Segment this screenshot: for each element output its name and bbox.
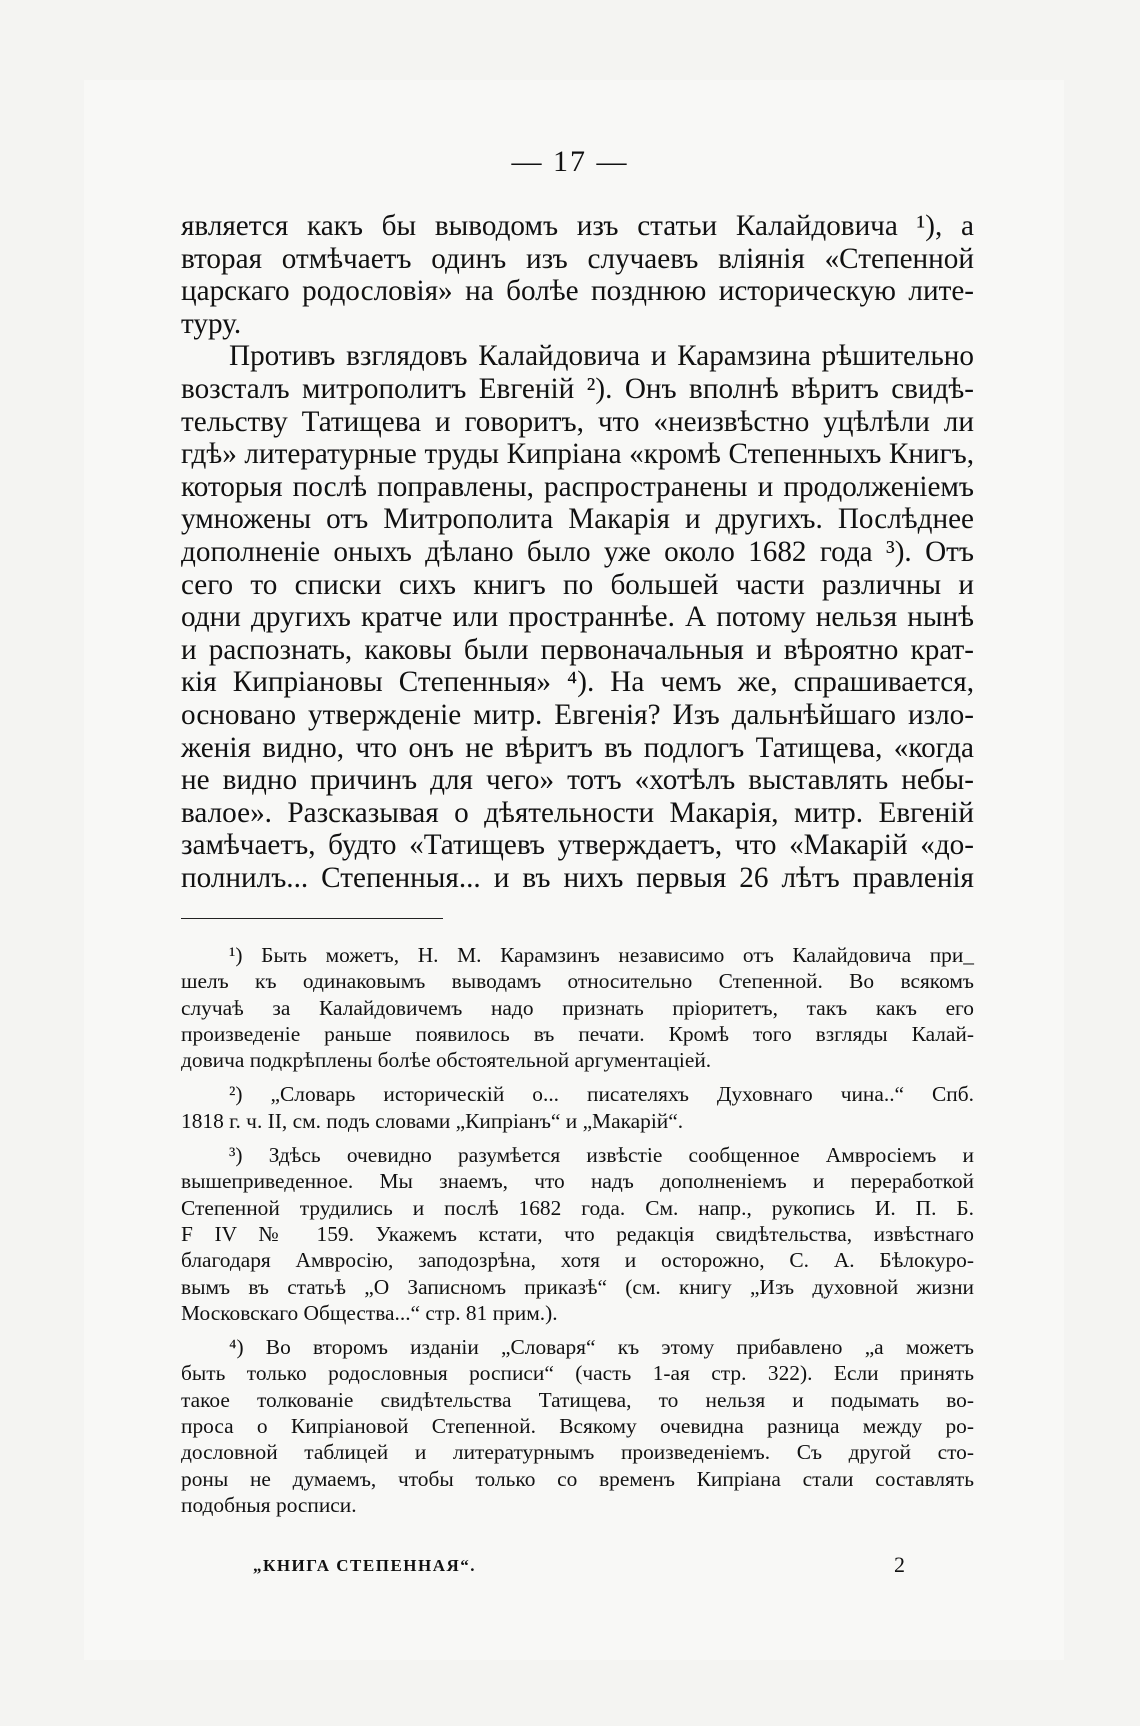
text-line: кія Кипріановы Степенныя» ⁴). На чемъ же, спрашивается, [181,666,974,699]
main-text [181,210,974,894]
footnote-1 [181,942,974,1073]
footnote-line: 1818 г. ч. II, см. подъ словами „Кипріанъ“ и „Макарій“. [181,1108,684,1133]
footnote-line: роны не думаемъ, чтобы только со временъ Кипріана стали составлять [181,1466,974,1491]
text-line: возсталъ митрополитъ Евгеній ²). Онъ вполнѣ вѣритъ свидѣ- [181,372,974,405]
footnote-3 [181,1142,974,1326]
text-line: валое». Разсказывая о дѣятельности Макарія, митр. Евгеній [181,796,974,829]
page-number: — 17 — [511,145,629,178]
text-line: умножены отъ Митрополита Макарія и другихъ. Послѣднее [181,503,974,536]
text-line: является какъ бы выводомъ изъ статьи Калайдовича ¹), а [181,210,974,242]
footnote-line: произведеніе раньше появилось въ печати. Кромѣ того взгляды Калай- [181,1021,974,1046]
text-line: гдѣ» литературные труды Кипріана «кромѣ Степенныхъ Книгъ, [181,438,974,471]
text-line: замѣчаетъ, будто «Татищевъ утверждаетъ, что «Макарій «до- [181,829,974,862]
footnote-line: вымъ въ статьѣ „О Записномъ приказѣ“ (см. книгу „Изъ духовной жизни [181,1274,974,1299]
footnote-line: ⁴) Во второмъ изданіи „Словаря“ къ этому прибавлено „а можетъ [229,1335,974,1360]
footnote-line: дословной таблицей и литературнымъ произведеніемъ. Съ другой сто- [181,1440,974,1465]
footnotes [181,942,974,1518]
footnote-line: ³) Здѣсь очевидно разумѣется извѣстіе сообщенное Амвросіемъ и [229,1143,974,1168]
footnote-line: случаѣ за Калайдовичемъ надо признать пріоритетъ, такъ какъ его [181,995,974,1020]
text-line: одни другихъ кратче или пространнѣе. А потому нельзя нынѣ [181,601,974,634]
footnote-divider [181,918,443,919]
footnote-line: вышеприведенное. Мы знаемъ, что надъ дополненіемъ и переработкой [181,1169,974,1194]
text-line: сего то списки сихъ книгъ по большей части различны и [181,568,974,601]
footnote-line: быть только родословныя росписи“ (часть 1-ая стр. 322). Если принять [181,1361,974,1386]
text-line: женія видно, что онъ не вѣритъ въ подлогъ Татищева, «когда [181,731,974,764]
footnote-line: проса о Кипріановой Степенной. Всякому очевидна разница между ро- [181,1414,974,1439]
text-line: тельству Татищева и говоритъ, что «неизвѣстно уцѣлѣли ли [181,405,974,438]
footnote-line: такое толкованіе свидѣтельства Татищева, то нельзя и подымать во- [181,1387,974,1412]
footnote-2 [181,1081,974,1134]
signature-mark: „КНИГА СТЕПЕННАЯ“. [253,1556,477,1575]
sheet-number: 2 [894,1552,905,1577]
text-line: не видно причинъ для чего» тотъ «хотѣлъ выставлять небы- [181,764,974,797]
text-line: и распознать, каковы были первоначальныя и вѣроятно крат- [181,633,974,666]
footnote-4 [181,1334,974,1518]
footnote-line: F IV № 159. Укажемъ кстати, что редакція свидѣтельства, извѣстнаго [181,1221,974,1246]
footnote-line: Московскаго Общества...“ стр. 81 прим.). [181,1300,558,1325]
footnote-line: шелъ къ одинаковымъ выводамъ относительно Степенной. Во всякомъ [181,969,974,994]
footnote-line: подобныя росписи. [181,1492,357,1517]
text-line: туру. [181,307,242,340]
text-line: полнилъ... Степенныя... и въ нихъ первыя 26 лѣтъ правленія [181,861,974,894]
footnote-line: ¹) Быть можетъ, Н. М. Карамзинъ независимо отъ Калайдовича при_ [229,943,974,967]
footnote-line: ²) „Словарь историческій о... писателяхъ Духовнаго чина..“ Спб. [229,1082,974,1107]
text-line: вторая отмѣчаетъ одинъ изъ случаевъ вліянія «Степенной [181,242,974,275]
text-line: Противъ взглядовъ Калайдовича и Карамзина рѣшительно [229,340,974,373]
footnote-line: довича подкрѣплены болѣе обстоятельной аргументаціей. [181,1048,712,1073]
text-line: которыя послѣ поправлены, распространены и продолженіемъ [181,470,974,503]
text-line: царскаго родословія» на болѣе позднюю историческую лите- [181,275,974,308]
text-line: основано утвержденіе митр. Евгенія? Изъ дальнѣйшаго изло- [181,698,974,731]
footnote-line: благодаря Амвросію, заподозрѣна, хотя и осторожно, С. А. Бѣлокуро- [181,1248,974,1273]
text-line: дополненіе оныхъ дѣлано было уже около 1682 года ³). Отъ [181,535,974,568]
footnote-line: Степенной трудились и послѣ 1682 года. См. напр., рукопись И. П. Б. [181,1195,974,1220]
